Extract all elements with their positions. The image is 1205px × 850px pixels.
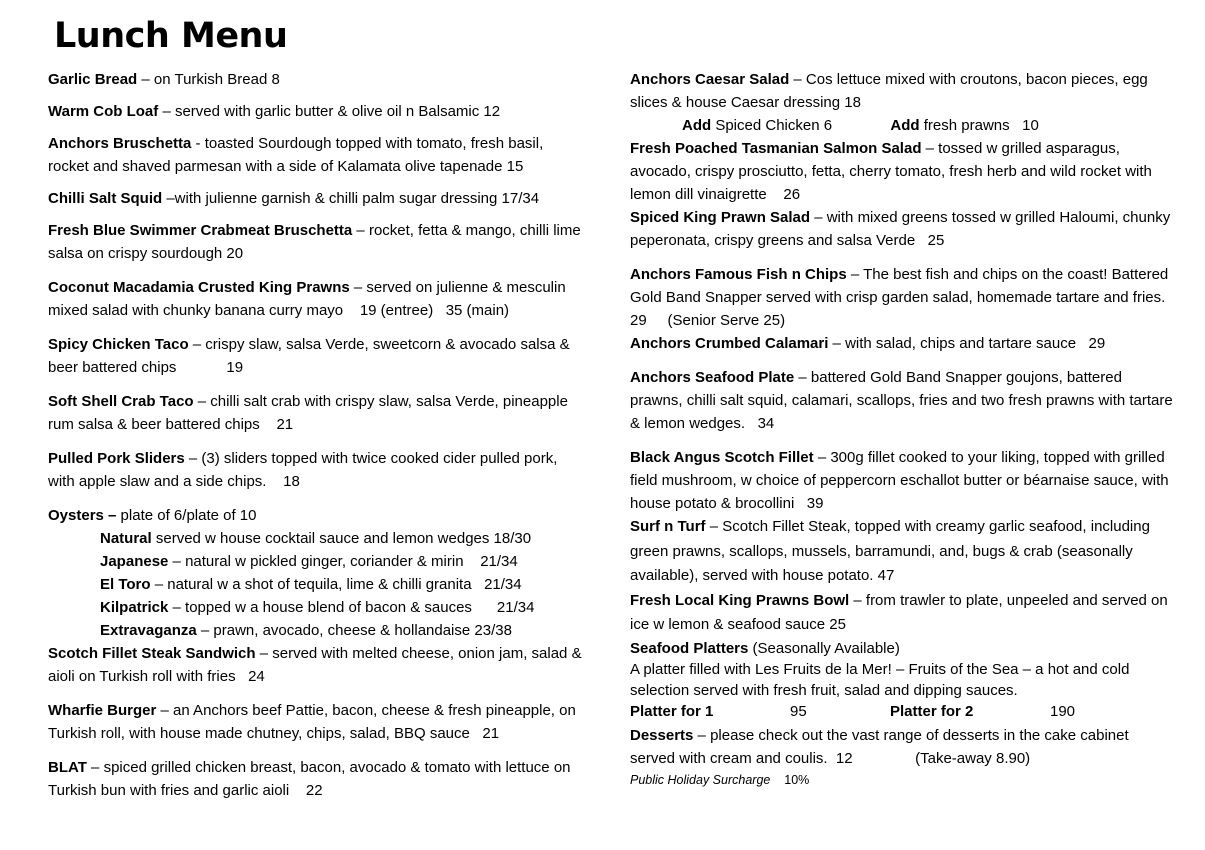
item-desc: – on Turkish Bread 8 [137,71,280,88]
surcharge-label: Public Holiday Surcharge [630,772,771,787]
item-name: Soft Shell Crab Taco [48,393,194,410]
item-name: Spicy Chicken Taco [48,336,189,353]
menu-item-steak-sandwich [48,642,588,688]
item-desc: – battered Gold Band Snapper goujons, battered prawns, chilli salt squid, calamari, scallops, fries and two fresh prawns with tartare & lemon wedges. 34 [630,369,1177,432]
item-name: Surf n Turf [630,518,706,535]
item-desc: – spiced grilled chicken breast, bacon, avocado & tomato with lettuce on Turkish bun with fries and garlic aioli 22 [48,759,575,799]
oyster-option [48,619,588,642]
item-name: Anchors Famous Fish n Chips [630,266,847,283]
menu-item-blat [48,756,588,802]
item-desc: – tossed w grilled asparagus, avocado, crispy prosciutto, fetta, cherry tomato, fresh herb and wild rocket with lemon dill vinaigrette 26 [630,140,1157,203]
option-name: Japanese [100,553,169,570]
item-desc: (Seasonally Available) [748,639,900,657]
item-name: Chilli Salt Squid [48,190,163,207]
item-desc: – from trawler to plate, unpeeled and served on ice w lemon & seafood sauce 25 [630,591,1168,633]
item-desc: – served on julienne & mesculin mixed salad with chunky banana curry mayo 19 (entree) 35 (main) [48,279,570,319]
item-name: BLAT [48,759,87,776]
item-name: Anchors Crumbed Calamari [630,335,829,352]
item-name: Anchors Caesar Salad [630,71,790,88]
menu-item-salmon [630,137,1175,206]
item-name: Scotch Fillet Steak Sandwich [48,645,256,662]
addon-label: Add [890,117,920,134]
option-name: Extravaganza [100,622,197,639]
platter-2-price: 190 [1050,702,1076,720]
item-name: Coconut Macadamia Crusted King Prawns [48,279,350,296]
item-name: Anchors Seafood Plate [630,369,795,386]
item-desc: – please check out the vast range of desserts in the cake cabinet served with cream and coulis. 12 (Take-away 8.90) [630,726,1133,767]
item-name: Spiced King Prawn Salad [630,209,811,226]
item-desc: – crispy slaw, salsa Verde, sweetcorn & avocado salsa & beer battered chips 19 [48,336,574,376]
item-name: Garlic Bread [48,71,138,88]
item-desc: – served with melted cheese, onion jam, salad & aioli on Turkish roll with fries 24 [48,645,586,685]
menu-item-prawns [48,276,588,322]
platter-1-label: Platter for 1 [630,702,714,720]
item-name: Warm Cob Loaf [48,103,159,120]
menu-item-prawn-salad [630,206,1175,252]
item-desc: – an Anchors beef Pattie, bacon, cheese & fresh pineapple, on Turkish roll, with house made chutney, chips, salad, BBQ sauce 21 [48,702,580,742]
platter-2-label: Platter for 2 [890,702,974,720]
oyster-option [48,573,588,596]
platter-1-price: 95 [790,702,807,720]
item-desc: – with salad, chips and tartare sauce 29 [828,335,1106,352]
item-name: Seafood Platters [630,639,749,657]
oyster-option [48,596,588,619]
menu-item-cob-loaf [48,100,588,123]
surcharge-value: 10% [784,772,810,787]
item-desc: – The best fish and chips on the coast! Battered Gold Band Snapper served with crisp garden salad, homemade tartare and fries. 29 (Senior Serve 25) [630,266,1182,329]
option-desc: served w house cocktail sauce and lemon wedges 18/30 [151,530,532,547]
item-desc: – 300g fillet cooked to your liking, topped with grilled field mushroom, w choice of peppercorn eschallot butter or béarnaise sauce, with house potato & brocollini 39 [630,449,1173,512]
menu-item-prawns-bowl [630,589,1175,638]
menu-item-sliders [48,447,588,493]
caesar-addons [630,114,1175,137]
platters-prices [630,701,1175,722]
menu-item-seafood-plate [630,366,1175,435]
item-name: Desserts [630,726,694,744]
item-desc: plate of 6/plate of 10 [116,507,257,524]
public-holiday-surcharge [630,770,1175,790]
option-name: Natural [100,530,152,547]
menu-left-column [48,68,588,802]
menu-item-burger [48,699,588,745]
item-desc: – Cos lettuce mixed with croutons, bacon pieces, egg slices & house Caesar dressing 18 [630,71,1148,111]
menu-item-desserts [630,724,1175,770]
item-name: Fresh Local King Prawns Bowl [630,591,850,609]
addon-text: Spiced Chicken 6 [711,117,891,134]
menu-item-caesar [630,68,1175,114]
menu-right-column [630,68,1182,790]
menu-item-squid [48,187,588,210]
oysters-heading [48,504,588,527]
menu-item-seafood-platters [630,638,1175,722]
item-name: Fresh Blue Swimmer Crabmeat Bruschetta [48,222,353,239]
item-name: Oysters – [48,507,117,524]
item-desc: – Scotch Fillet Steak, topped with creamy garlic seafood, including green prawns, scallops, mussels, barramundi, and, bugs & crab (seasonally available), served with house potato. 47 [630,518,1150,584]
item-name: Anchors Bruschetta [48,135,192,152]
item-desc: – served with garlic butter & olive oil n Balsamic 12 [158,103,501,120]
menu-item-oysters [48,504,588,642]
menu-item-surf-turf [630,515,1175,589]
item-name: Pulled Pork Sliders [48,450,185,467]
item-desc: – with mixed greens tossed w grilled Haloumi, chunky peperonata, crispy greens and salsa Verde 25 [630,209,1175,249]
oyster-option [48,527,588,550]
page-title: Lunch Menu [54,16,288,56]
item-desc: – chilli salt crab with crispy slaw, salsa Verde, pineapple rum salsa & beer battered chips 21 [48,393,573,433]
menu-item-scotch-fillet [630,446,1175,515]
addon-text: fresh prawns 10 [919,117,1039,134]
option-name: El Toro [100,576,151,593]
item-name: Wharfie Burger [48,702,157,719]
menu-item-calamari [630,332,1175,355]
option-name: Kilpatrick [100,599,169,616]
item-desc: – (3) sliders topped with twice cooked cider pulled pork, with apple slaw and a side chips. 18 [48,450,562,490]
option-desc: – prawn, avocado, cheese & hollandaise 23/38 [196,622,512,639]
menu-item-fish-chips [630,263,1182,332]
menu-item-chicken-taco [48,333,588,379]
item-desc: –with julienne garnish & chilli palm sugar dressing 17/34 [162,190,540,207]
platters-heading [630,638,1175,659]
oyster-option [48,550,588,573]
option-desc: – natural w a shot of tequila, lime & chilli granita 21/34 [150,576,522,593]
option-desc: – topped w a house blend of bacon & sauces 21/34 [168,599,535,616]
menu-item-crab-bruschetta [48,219,588,265]
item-name: Fresh Poached Tasmanian Salmon Salad [630,140,922,157]
item-desc: - toasted Sourdough topped with tomato, fresh basil, rocket and shaved parmesan with a side of Kalamata olive tapenade 15 [48,135,544,175]
item-desc: – rocket, fetta & mango, chilli lime salsa on crispy sourdough 20 [48,222,581,262]
item-name: Black Angus Scotch Fillet [630,449,814,466]
menu-item-garlic-bread [48,68,588,91]
addon-label: Add [682,117,712,134]
option-desc: – natural w pickled ginger, coriander & mirin 21/34 [168,553,518,570]
platters-description: A platter filled with Les Fruits de la Mer! – Fruits of the Sea – a hot and cold selection served with fresh fruit, salad and dipping sauces. [630,660,1130,699]
menu-item-bruschetta [48,132,588,178]
menu-item-crab-taco [48,390,588,436]
